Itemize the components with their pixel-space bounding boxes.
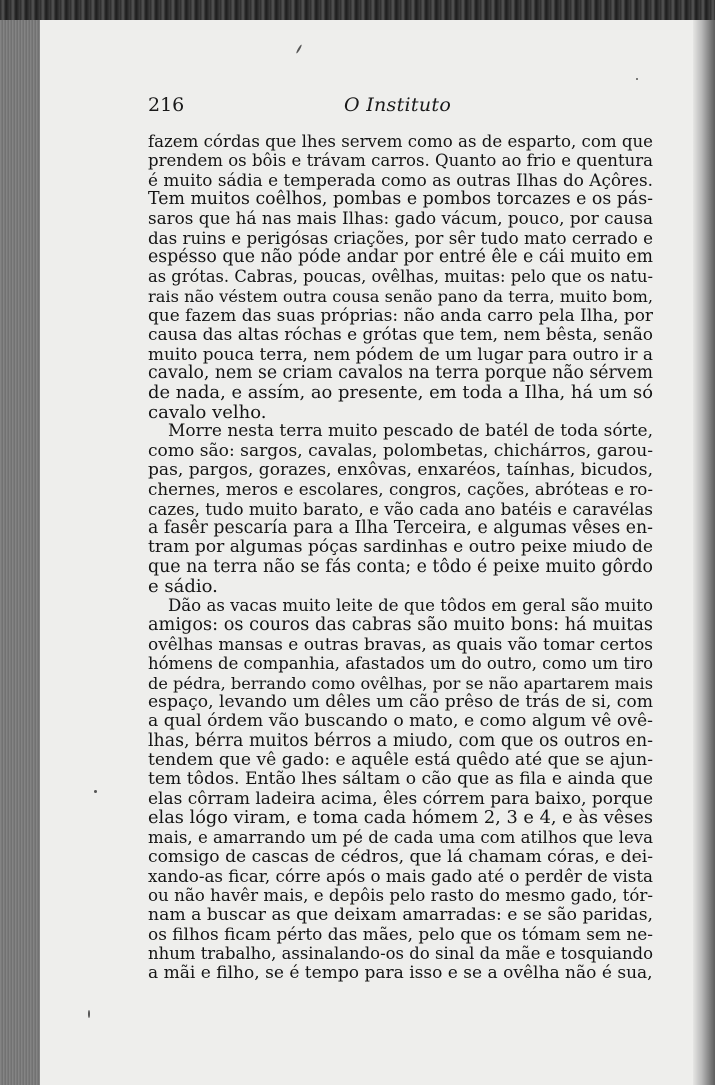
- text-line: elas lógo viram, e toma cada hómem 2, 3 e 4, e às vêses: [148, 808, 653, 829]
- text-line: nam a buscar as que deixam amarradas: e se são paridas,: [148, 904, 653, 925]
- text-line: chernes, meros e escolares, congros, cações, abróteas e ro-: [148, 479, 653, 500]
- text-line: fazem córdas que lhes servem como as de esparto, com que: [148, 132, 653, 151]
- text-line: comsigo de cascas de cédros, que lá chamam córas, e dei-: [148, 846, 653, 867]
- text-line: a qual órdem vão buscando o mato, e como algum vê ovê-: [148, 711, 653, 732]
- text-line: xando-as ficar, córre após o mais gado até o perdêr de vista: [148, 867, 653, 887]
- text-line: mais, e amarrando um pé de cada uma com atilhos que leva: [148, 828, 653, 848]
- print-blemish: [94, 790, 97, 793]
- text-line: cavalo velho.: [148, 401, 267, 423]
- page-stack-edges: [0, 20, 40, 1085]
- text-line: ovêlhas mansas e outras bravas, as quais vão tomar certos: [148, 633, 653, 654]
- book-binding-shadow: [693, 20, 715, 1085]
- page-header: [148, 94, 478, 124]
- text-line: a mãi e filho, se é tempo para isso e se a ovêlha não é sua,: [148, 962, 653, 983]
- text-line: das ruins e perigósas criações, por sêr tudo mato cerrado e: [148, 227, 653, 248]
- text-line: cazes, tudo muito barato, e vão cada ano batéis e caravélas: [148, 498, 653, 519]
- text-line: saros que há nas mais Ilhas: gado vácum, pouco, por causa: [148, 208, 653, 229]
- text-line: e sádio.: [148, 575, 218, 597]
- running-title: O Instituto: [344, 94, 452, 116]
- text-line: tem tôdos. Então lhes sáltam o cão que as fila e ainda que: [148, 769, 653, 790]
- text-line: de nada, e assím, ao presente, em toda a Ilha, há um só: [148, 382, 653, 404]
- text-line: rais não véstem outra cousa senão pano da terra, muito bom,: [148, 286, 653, 306]
- text-line: como são: sargos, cavalas, polombetas, chichárros, garou-: [148, 440, 653, 461]
- body-text: [148, 132, 653, 983]
- text-line: causa das altas róchas e grótas que tem, nem bêsta, senão: [148, 324, 653, 345]
- text-line: é muito sádia e temperada como as outras Ilhas do Açôres.: [148, 169, 653, 190]
- text-line: de pédra, berrando como ovêlhas, por se não apartarem mais: [148, 673, 653, 693]
- page-number: 216: [148, 94, 185, 116]
- text-line: nhum trabalho, assinalando-os do sinal da mãe e tosquiando: [148, 944, 653, 964]
- text-line: Morre nesta terra muito pescado de batél de toda sórte,: [168, 421, 653, 442]
- print-blemish: [88, 1010, 90, 1018]
- text-line: tendem que vê gado: e aquêle está quêdo até que se ajun-: [148, 750, 653, 770]
- text-line: que na terra não se fás conta; e tôdo é peixe muito gôrdo: [148, 556, 653, 577]
- text-line: as grótas. Cabras, poucas, ovêlhas, muitas: pelo que os natu-: [148, 267, 653, 287]
- text-line: hómens de companhia, afastados um do outro, como um tiro: [148, 654, 653, 674]
- book-cover-edge: [0, 0, 715, 20]
- text-line: elas côrram ladeira acima, êles córrem para baixo, porque: [148, 788, 653, 809]
- text-line: espaço, levando um dêles um cão prêso de trás de si, com: [148, 691, 653, 712]
- text-line: muito pouca terra, nem pódem de um lugar para outro ir a: [148, 343, 653, 364]
- print-blemish: [636, 78, 638, 80]
- text-line: espésso que não póde andar por entré êle e cái muito em: [148, 247, 653, 268]
- text-line: prendem os bôis e trávam carros. Quanto ao frio e quentura: [148, 151, 653, 171]
- text-line: Dão as vacas muito leite de que tôdos em geral são muito: [168, 596, 653, 616]
- text-line: a fasêr pescaría para a Ilha Terceira, e algumas vêses en-: [148, 517, 653, 538]
- text-line: cavalo, nem se criam cavalos na terra porque não sérvem: [148, 363, 653, 384]
- paragraph: [148, 596, 653, 983]
- print-blemish: [296, 44, 303, 54]
- text-line: ou não havêr mais, e depôis pelo rasto do mesmo gado, tór-: [148, 886, 653, 906]
- text-line: lhas, bérra muitos bérros a miudo, com que os outros en-: [148, 730, 653, 751]
- text-line: tram por algumas póças sardinhas e outro peixe miudo de: [148, 537, 653, 558]
- text-line: Tem muitos coêlhos, pombas e pombos torcazes e os pás-: [148, 189, 653, 210]
- text-line: pas, pargos, gorazes, enxôvas, enxaréos, taínhas, bicudos,: [148, 459, 653, 480]
- text-line: amigos: os couros das cabras são muito bons: há muitas: [148, 614, 653, 635]
- paragraph: [148, 132, 653, 422]
- paragraph: [148, 422, 653, 596]
- text-line: que fazem das suas próprias: não anda carro pela Ilha, por: [148, 305, 653, 326]
- text-line: os filhos ficam pérto das mães, pelo que os tómam sem ne-: [148, 924, 653, 945]
